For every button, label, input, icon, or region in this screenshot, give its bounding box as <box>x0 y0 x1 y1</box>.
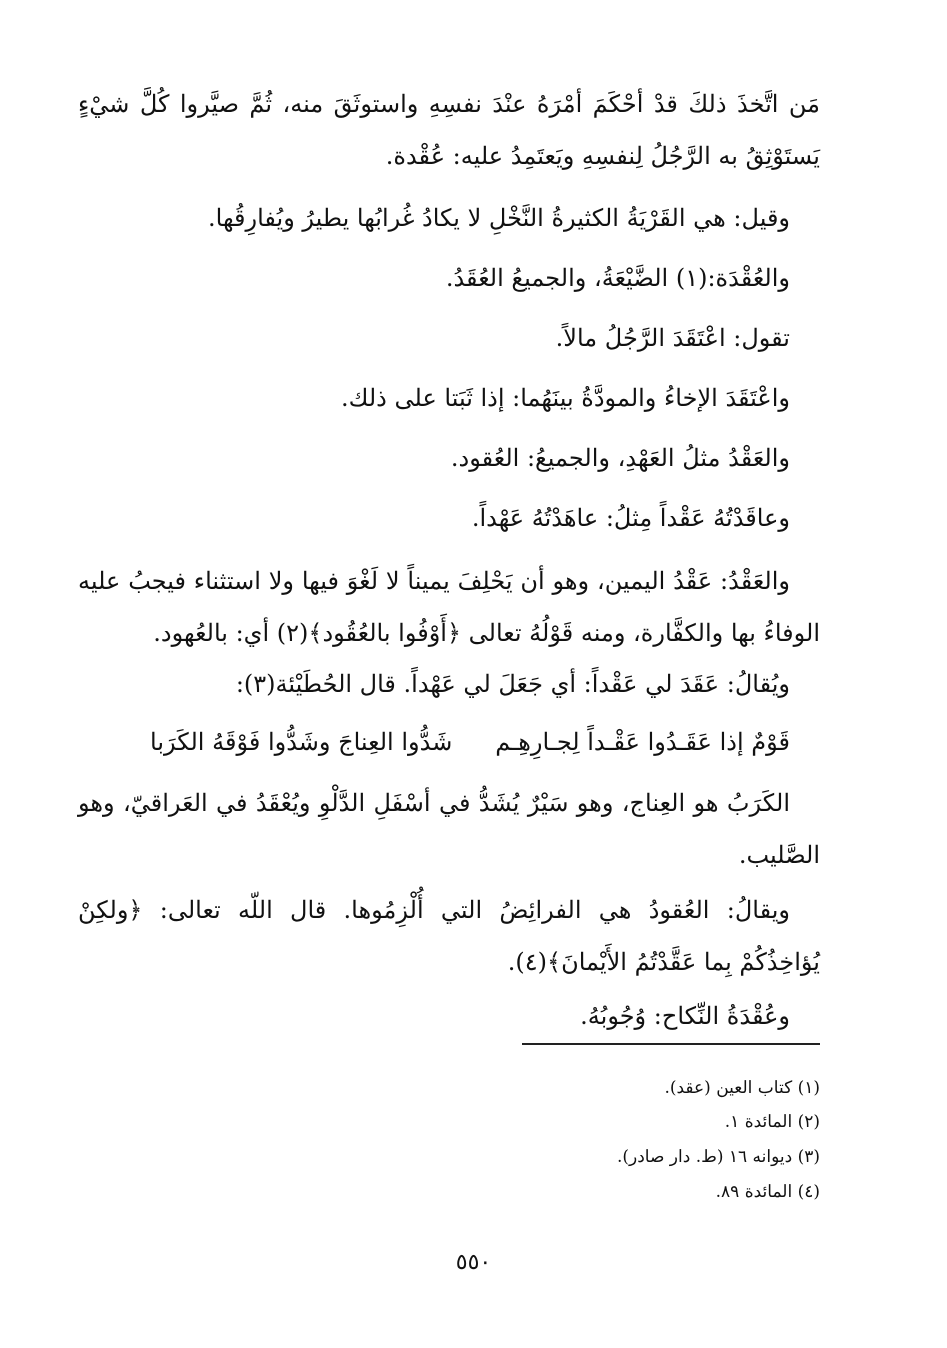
paragraph-4: تقول: اعْتَقَدَ الرَّجُلُ مالاً. <box>555 324 790 352</box>
paragraph-8: والعَقْدُ: عَقْدُ اليمين، وهو أن يَحْلِفَ يميناً لا لَغْوَ فيها ولا استثناء فيجبُ عليه الوفاءُ بها والكفَّارة، ومنه قَوْلُهُ تعالى ﴿أَوْفُوا بالعُقُود﴾(٢) أي: بالعُهود. <box>78 567 820 647</box>
footnote-1: (١) كتاب العين (عقد). <box>664 1078 820 1098</box>
page-number: ٥٥٠ <box>455 1250 492 1275</box>
paragraph-10: الكَرَبُ هو العِناج، وهو سَيْرٌ يُشَدُّ في أسْفَلِ الدَّلْوِ ويُعْقَدُ في العَراقيّ، وهو الصَّليب. <box>78 789 820 869</box>
paragraph-5: واعْتَقَدَ الإخاءُ والمودَّةُ بينَهُما: إذا ثَبَتا على ذلك. <box>341 384 790 412</box>
verse-first-hemistich: قَوْمٌ إذا عَقَـدُوا عَقْـداً لِجـارِهِـم <box>495 728 790 756</box>
paragraph-11: ويقالُ: العُقودُ هي الفرائِضُ التي أُلْزِمُوها. قال اللّه تعالى: ﴿ولكِنْ يُؤاخِذُكُمْ بِما عَقَّدْتُمُ الأَيْمانَ﴾(٤). <box>78 896 820 976</box>
paragraph-6: والعَقْدُ مثلُ العَهْدِ، والجميعُ: العُقود. <box>450 444 790 472</box>
footnote-separator <box>522 1043 820 1045</box>
footnote-3: (٣) ديوانه ١٦ (ط. دار صادر). <box>616 1147 820 1167</box>
paragraph-1: مَن اتَّخذَ ذلكَ قدْ أحْكَمَ أمْرَهُ عنْدَ نفسِهِ واستوثَقَ منه، ثُمَّ صيَّروا كُلَّ شيْءٍ يَستَوْثِقُ به الرَّجُلُ لِنفسِهِ ويَعتَمِدُ عليه: عُقْدة. <box>78 90 820 170</box>
footnote-2: (٢) المائدة ١. <box>724 1112 820 1132</box>
paragraph-9: ويُقالُ: عَقَدَ لي عَقْداً: أي جَعَلَ لي عَهْداً. قال الحُطَيْئة(٣): <box>235 670 790 698</box>
footnote-4: (٤) المائدة ٨٩. <box>715 1182 820 1202</box>
poetry-verse <box>150 716 790 768</box>
paragraph-3: والعُقْدَة:(١) الضَّيْعَةُ، والجميعُ العُقَدُ. <box>445 264 790 292</box>
paragraph-2: وقيل: هي القَرْيَةُ الكثيرةُ النَّخْلِ لا يكادُ غُرابُها يطيرُ ويُفارِقُها. <box>208 204 790 232</box>
verse-second-hemistich: شَدُّوا العِناجَ وشَدُّوا فَوْقَهُ الكَرَبا <box>150 728 453 756</box>
paragraph-7: وعاقَدْتُهُ عَقْداً مِثلُ: عاهَدْتُهُ عَهْداً. <box>471 504 790 532</box>
paragraph-12: وعُقْدَةُ النِّكاح: وُجُوبُهُ. <box>580 1002 790 1030</box>
